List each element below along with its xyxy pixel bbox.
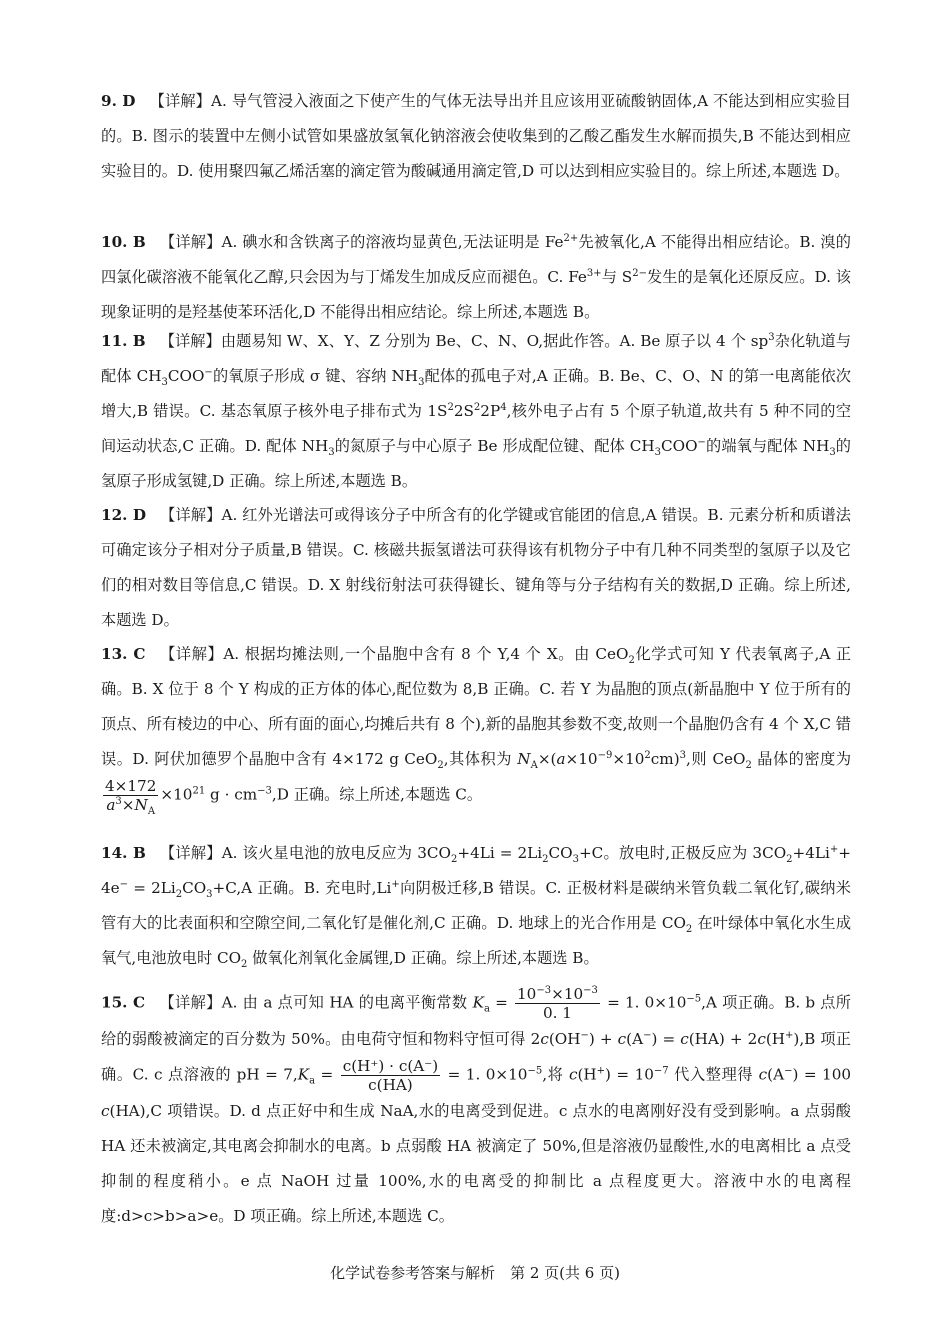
answer-14-body: 在叶绿体中氧化水生成氧气,电池放电时 CO	[101, 914, 852, 967]
answer-11-body: 的氢原子形成氢键,D 正确。综上所述,本题选 B。	[101, 437, 851, 490]
answer-13-body: ,则 CeO	[686, 750, 746, 768]
superscript: 2	[644, 749, 651, 761]
answer-15-body: (H	[765, 1030, 786, 1048]
fraction-text: 10	[517, 985, 537, 1003]
superscript: −3	[536, 984, 552, 996]
superscript: 2+	[563, 232, 579, 244]
answer-14	[101, 836, 851, 976]
superscript: 21	[192, 785, 206, 797]
answer-10-text	[101, 225, 851, 330]
superscript: 3+	[586, 267, 602, 279]
answer-15-body: (H	[577, 1065, 597, 1084]
answer-15-body: ) =	[651, 1030, 681, 1048]
answer-12	[101, 498, 851, 638]
answer-13-body: ×(	[537, 750, 557, 768]
answer-10-tag: 【详解】	[159, 233, 222, 251]
symbol-k: K	[472, 993, 484, 1012]
answer-15-body: A. 由 a 点可知 HA 的电离平衡常数	[221, 993, 473, 1012]
subscript: 2	[786, 854, 793, 866]
ka-fraction-2	[341, 1057, 440, 1094]
answer-15-text	[101, 985, 851, 1234]
symbol-c: c	[540, 1030, 549, 1048]
answer-15-body: (A	[626, 1030, 644, 1048]
answer-11-body: 的氮原子与中心原子 Be 形成配位键、配体 CH	[334, 437, 655, 455]
answer-10-body: 先被氧化,A 不能得出相应结论。B. 溴的四氯化碳溶液不能氧化乙醇,只会因为与丁烯发生加成反应而褪色。C. Fe	[101, 233, 851, 286]
answer-15-body: =	[489, 993, 514, 1012]
superscript: 3	[768, 331, 775, 343]
answer-15-body: (OH	[548, 1030, 581, 1048]
density-fraction	[103, 777, 158, 818]
superscript: −5	[527, 1065, 543, 1077]
answer-11-number: 11. B	[101, 332, 146, 350]
answer-14-body: CO	[182, 879, 207, 897]
subscript: 2	[450, 854, 458, 866]
superscript: −5	[686, 993, 702, 1005]
superscript: 2	[447, 401, 454, 413]
subscript: 2	[628, 655, 635, 667]
superscript: −3	[257, 785, 272, 797]
symbol-a: a	[556, 750, 566, 768]
answer-10	[101, 225, 851, 330]
answer-15-tag: 【详解】	[159, 993, 222, 1012]
answer-12-body: A. 红外光谱法可或得该分子中所含有的化学键或官能团的信息,A 错误。B. 元素分析和质谱法可确定该分子相对分子质量,B 错误。C. 核磁共振氢谱法可获得该有机物分子中有几种不同类型的氢原子以及它们的相对数目等信息,C 错误。D. X 射线衍射法可获得键长、键角等与分子结构有关的数据,D 正确。综上所述,本题选 D。	[101, 506, 851, 629]
answer-13-body: ,D 正确。综上所述,本题选 C。	[271, 785, 483, 804]
superscript: −	[204, 366, 213, 378]
answer-14-body: +C。放电时,正极反应为 3CO	[578, 844, 787, 862]
symbol-c: c	[757, 1030, 766, 1048]
superscript: −	[580, 1029, 589, 1041]
answer-15-body: ) = 10	[605, 1065, 654, 1084]
answer-14-body: +4Li	[792, 844, 830, 862]
answer-14-body: +4Li = 2Li	[457, 844, 543, 862]
answer-11-body: 的氧原子形成 σ 键、容纳 NH	[212, 367, 419, 385]
symbol-a: a	[106, 796, 116, 814]
answer-13	[101, 637, 852, 818]
superscript: +	[829, 843, 839, 855]
superscript: 3	[115, 795, 122, 807]
subscript: a	[483, 1003, 490, 1015]
answer-11-body: 2P	[480, 402, 501, 420]
subscript: 3	[418, 377, 425, 389]
superscript: 3	[679, 749, 687, 761]
superscript: −7	[653, 1065, 669, 1077]
answer-14-body: 做氧化剂氧化金属锂,D 正确。综上所述,本题选 B。	[247, 949, 599, 967]
answer-15-body: ,A 项正确。B. b 点所给的弱酸被滴定的百分数为 50%。由电荷守恒和物料守恒可得 2	[101, 993, 851, 1048]
answer-14-text	[101, 836, 851, 976]
answer-13-body: ×10	[160, 785, 193, 804]
answer-13-body: ,其体积为	[443, 750, 518, 768]
superscript: 4	[500, 401, 507, 413]
symbol-k: K	[297, 1065, 310, 1084]
answer-14-body: + 4e	[101, 844, 851, 897]
subscript: A	[147, 806, 156, 818]
answer-13-body: A. 根据均摊法则,一个晶胞中含有 8 个 Y,4 个 X。由 CeO	[223, 645, 629, 663]
answer-10-number: 10. B	[101, 233, 146, 251]
subscript: 3	[829, 447, 836, 459]
page-footer: 化学试卷参考答案与解析 第 2 页(共 6 页)	[330, 1264, 620, 1282]
answer-12-text	[101, 498, 851, 638]
fraction-numerator: 4×172	[105, 777, 157, 795]
subscript: 3	[572, 854, 579, 866]
answer-9-tag: 【详解】	[149, 92, 212, 110]
answer-11-text	[101, 324, 851, 499]
symbol-c: c	[101, 1102, 110, 1120]
superscript: −	[643, 1029, 652, 1041]
superscript: −	[697, 436, 706, 448]
answer-13-number: 13. C	[101, 645, 146, 663]
answer-11-body: ,核外电子占有 5 个原子轨道,故共有 5 种不同的空间运动状态,C 正确。D. 配体 NH	[101, 402, 851, 455]
subscript: A	[530, 760, 538, 772]
answer-9-number: 9. D	[101, 92, 136, 110]
superscript: −	[119, 878, 129, 890]
answer-13-body: 化学式可知 Y 代表氧离子,A 正确。B. X 位于 8 个 Y 构成的正方体的体心,配位数为 8,B 正确。C. 若 Y 为晶胞的顶点(新晶胞中 Y 位于所有的顶点、所有棱边的中心、所有面的面心,均摊后共有 8 个),新的晶胞其参数不变,故则一个晶胞仍含有 4 个 X,C 错误。D. 阿伏加德罗个晶胞中含有 4×172 g CeO	[101, 645, 852, 768]
answer-12-tag: 【详解】	[160, 506, 222, 524]
symbol-c: c	[568, 1065, 578, 1084]
fraction-numerator: c(H⁺) · c(A⁻)	[342, 1057, 439, 1075]
answer-11-body: 由题易知 W、X、Y、Z 分别为 Be、C、N、O,据此作答。A. Be 原子以 4 个 sp	[220, 332, 769, 350]
symbol-c: c	[758, 1065, 768, 1084]
subscript: 2	[241, 959, 248, 971]
fraction-denominator: c(HA)	[368, 1076, 413, 1094]
answer-15-number: 15. C	[101, 993, 146, 1012]
answer-11-body: 配体的孤电子对,A 正确。B. Be、C、O、N 的第一电离能依次增大,B 错误。C. 基态氧原子核外电子排布式为 1S	[101, 367, 851, 420]
superscript: −9	[597, 749, 613, 761]
answer-9	[101, 84, 851, 189]
fraction-denominator	[103, 795, 158, 818]
superscript: +	[785, 1029, 794, 1041]
answer-10-body: 与 S	[601, 268, 633, 286]
answer-11-body: 的端氧与配体 NH	[705, 437, 830, 455]
fraction-text: ×	[121, 796, 135, 814]
answer-11-body: 2S	[453, 402, 474, 420]
answer-15-body: = 1. 0×10	[601, 993, 687, 1012]
answer-11-tag: 【详解】	[159, 332, 221, 350]
answer-13-tag: 【详解】	[159, 645, 224, 663]
answer-14-tag: 【详解】	[159, 844, 222, 862]
superscript: 2	[473, 401, 481, 413]
symbol-c: c	[617, 1030, 627, 1048]
answer-14-body: = 2Li	[128, 879, 176, 897]
answer-15-body: ),B 项正确。C. c 点溶液的 pH = 7,	[101, 1030, 851, 1084]
symbol-n: N	[134, 796, 148, 814]
fraction-denominator: 0. 1	[542, 1004, 572, 1022]
answer-13-body: 晶体的密度为	[751, 750, 852, 768]
answer-13-body: g · cm	[205, 785, 258, 804]
answer-14-body: +C,A 正确。B. 充电时,Li	[212, 879, 392, 897]
symbol-c: c	[680, 1030, 689, 1048]
answer-15-body: 代入整理得	[668, 1065, 759, 1084]
subscript: 3	[161, 377, 168, 389]
subscript: 3	[328, 447, 335, 459]
superscript: 2−	[632, 267, 647, 279]
answer-15-body: (HA),C 项错误。D. d 点正好中和生成 NaA,水的电离受到促进。c 点水的电离刚好没有受到影响。a 点弱酸 HA 还未被滴定,其电离会抑制水的电离。b 点弱酸 HA 被滴定了 50%,但是溶液仍显酸性,水的电离相比 a 点受抑制的程度稍小。e 点 NaOH 过量 100%,水的电离受的抑制比 a 点程度更大。溶液中水的电离程度:d>c>b>a>e。D 项正确。综上所述,本题选 C。	[101, 1102, 851, 1225]
answer-11-body: COO	[661, 437, 698, 455]
answer-10-body: 发生的是氧化还原反应。D. 该现象证明的是羟基使苯环活化,D 不能得出相应结论。综上所述,本题选 B。	[101, 268, 851, 321]
superscript: −	[784, 1065, 793, 1077]
answer-15-body: ) = 100	[792, 1065, 852, 1084]
answer-15	[101, 985, 851, 1234]
answer-13-text	[101, 637, 852, 818]
answer-14-number: 14. B	[101, 844, 146, 862]
subscript: 3	[206, 889, 213, 901]
answer-14-body: CO	[548, 844, 573, 862]
subscript: 2	[437, 760, 444, 772]
answer-15-body: (HA) + 2	[688, 1030, 758, 1048]
answer-11-body: COO	[167, 367, 205, 385]
answer-11	[101, 324, 851, 499]
subscript: 3	[654, 447, 662, 459]
superscript: +	[391, 878, 400, 890]
subscript: 2	[542, 854, 549, 866]
answer-13-body: cm)	[650, 750, 680, 768]
answer-12-number: 12. D	[101, 506, 147, 524]
answer-15-body: = 1. 0×10	[442, 1065, 528, 1084]
fraction-numerator	[515, 985, 600, 1004]
superscript: +	[596, 1065, 606, 1077]
symbol-n: N	[517, 750, 531, 768]
subscript: a	[309, 1075, 316, 1087]
answer-13-body: ×10	[612, 750, 645, 768]
answer-14-body: A. 该火星电池的放电反应为 3CO	[221, 844, 451, 862]
answer-15-body: ) +	[588, 1030, 618, 1048]
answer-13-body: ×10	[565, 750, 598, 768]
answer-11-body: 杂化轨道与配体 CH	[101, 332, 852, 385]
answer-15-body: (A	[767, 1065, 785, 1084]
subscript: 2	[175, 889, 183, 901]
fraction-text: ×10	[551, 985, 584, 1003]
subscript: 2	[685, 924, 693, 936]
superscript: −3	[583, 984, 598, 996]
answer-15-body: =	[315, 1065, 339, 1084]
answer-9-text	[101, 84, 851, 189]
answer-9-body: A. 导气管浸入液面之下使产生的气体无法导出并且应该用亚硫酸钠固体,A 不能达到相应实验目的。B. 图示的装置中左侧小试管如果盛放氢氧化钠溶液会使收集到的乙酸乙酯发生水解而损失,B 不能达到相应实验目的。D. 使用聚四氟乙烯活塞的滴定管为酸碱通用滴定管,D 可以达到相应实验目的。综上所述,本题选 D。	[101, 92, 852, 180]
answer-14-body: 向阴极迁移,B 错误。C. 正极材料是碳纳米管负载二氧化钌,碳纳米管有大的比表面积和空隙空间,二氧化钌是催化剂,C 正确。D. 地球上的光合作用是 CO	[101, 879, 851, 932]
answer-10-body: A. 碘水和含铁离子的溶液均显黄色,无法证明是 Fe	[221, 233, 564, 251]
subscript: 2	[745, 760, 752, 772]
ka-fraction	[515, 985, 600, 1022]
answer-15-body: ,将	[542, 1065, 569, 1084]
